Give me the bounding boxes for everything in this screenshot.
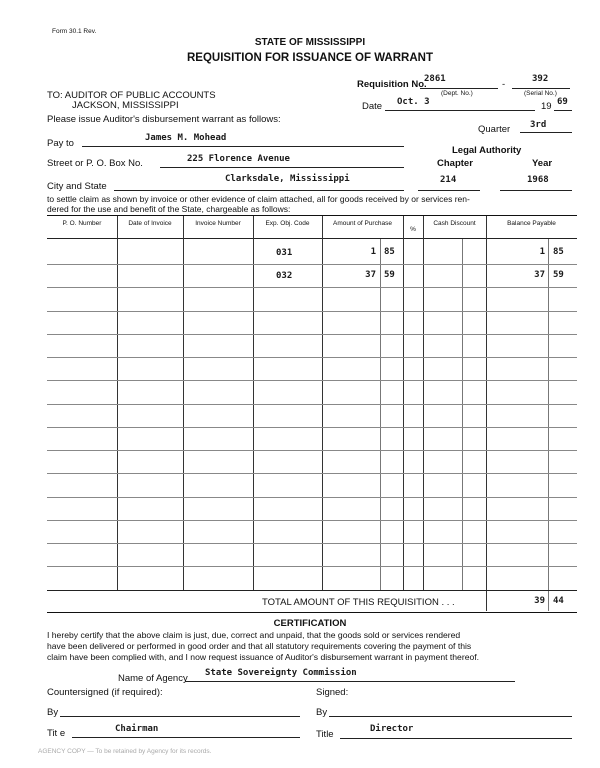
title-label-right: Title xyxy=(316,729,334,740)
by-label-right: By xyxy=(316,707,328,718)
row-1-balance-dollars: 1 xyxy=(539,247,545,257)
city-label: City and State xyxy=(47,181,107,192)
row-1-code: 031 xyxy=(276,248,293,258)
row-2-code: 032 xyxy=(276,271,293,281)
footer-note: AGENCY COPY — To be retained by Agency for its records. xyxy=(38,748,212,755)
please-issue-text: Please issue Auditor's disbursement warrant as follows: xyxy=(47,114,281,125)
chapter-label: Chapter xyxy=(437,158,473,169)
requisition-label: Requisition No. xyxy=(357,79,427,90)
row-2-amount-cents: 59 xyxy=(384,270,395,280)
quarter-label: Quarter xyxy=(478,124,511,135)
year-auth-label: Year xyxy=(532,158,553,169)
city-value: Clarksdale, Mississippi xyxy=(225,174,350,184)
year-prefix: 19 xyxy=(541,101,552,112)
date-value: Oct. 3 xyxy=(397,97,430,107)
title-label-left: Tit e xyxy=(47,728,66,739)
col-percent: % xyxy=(410,226,416,233)
col-invoice-number: Invoice Number xyxy=(195,220,241,227)
settle-text-2: dered for the use and benefit of the State, chargeable as follows: xyxy=(47,204,291,214)
serial-no-label: (Serial No.) xyxy=(524,90,557,97)
col-exp-obj-code: Exp. Obj. Code xyxy=(265,220,310,227)
agency-value: State Sovereignty Commission xyxy=(205,668,357,678)
form-number: Form 30.1 Rev. xyxy=(52,28,97,35)
legal-authority-label: Legal Authority xyxy=(452,145,522,156)
total-label: TOTAL AMOUNT OF THIS REQUISITION . . . xyxy=(262,597,455,608)
row-2-amount-dollars: 37 xyxy=(365,270,376,280)
requisition-serial-value: 392 xyxy=(532,74,549,84)
total-dollars: 39 xyxy=(534,596,545,606)
row-1-amount-dollars: 1 xyxy=(370,247,376,257)
year-value: 69 xyxy=(557,97,568,107)
pay-to-value: James M. Mohead xyxy=(145,133,227,143)
col-amount-of-purchase: Amount of Purchase xyxy=(333,220,392,227)
col-po-number: P. O. Number xyxy=(62,220,102,227)
row-2-balance-cents: 59 xyxy=(553,270,564,280)
to-line-2: JACKSON, MISSISSIPPI xyxy=(72,100,179,111)
dept-no-label: (Dept. No.) xyxy=(441,90,473,97)
col-date-of-invoice: Date of Invoice xyxy=(128,220,172,227)
requisition-dash: - xyxy=(502,79,506,90)
year-auth-value: 1968 xyxy=(527,175,549,185)
row-1-balance-cents: 85 xyxy=(553,247,564,257)
row-1-amount-cents: 85 xyxy=(384,247,395,257)
cert-text-1: I hereby certify that the above claim is just, due, correct and unpaid, that the goods sold or services rendered xyxy=(47,630,461,640)
col-balance-payable: Balance Payable xyxy=(507,220,556,227)
cert-text-2: have been delivered or performed in good order and that all statutory requirements covering the payment of this xyxy=(47,641,472,651)
agency-label: Name of Agency xyxy=(118,673,188,684)
street-label: Street or P. O. Box No. xyxy=(47,158,143,169)
col-cash-discount: Cash Discount xyxy=(433,220,476,227)
quarter-value: 3rd xyxy=(530,120,547,130)
form-title: REQUISITION FOR ISSUANCE OF WARRANT xyxy=(187,52,433,64)
chapter-value: 214 xyxy=(440,175,457,185)
settle-text-1: to settle claim as shown by invoice or other evidence of claim attached, all for goods received by or services ren- xyxy=(47,194,470,204)
total-cents: 44 xyxy=(553,596,564,606)
row-2-balance-dollars: 37 xyxy=(534,270,545,280)
date-label: Date xyxy=(362,101,383,112)
cert-text-3: claim have been complied with, and I now request issuance of Auditor's disbursement warrant in payment thereof. xyxy=(47,652,480,662)
certification-title: CERTIFICATION xyxy=(273,618,347,629)
requisition-dept-value: 2861 xyxy=(424,74,446,84)
pay-to-label: Pay to xyxy=(47,138,74,149)
countersigned-label: Countersigned (if required): xyxy=(47,687,163,698)
signed-label: Signed: xyxy=(316,687,349,698)
title-value-right: Director xyxy=(370,724,414,734)
state-title: STATE OF MISSISSIPPI xyxy=(254,37,366,48)
to-line-1: TO: AUDITOR OF PUBLIC ACCOUNTS xyxy=(47,90,216,101)
title-value-left: Chairman xyxy=(115,724,159,734)
by-label-left: By xyxy=(47,707,59,718)
street-value: 225 Florence Avenue xyxy=(187,154,290,164)
